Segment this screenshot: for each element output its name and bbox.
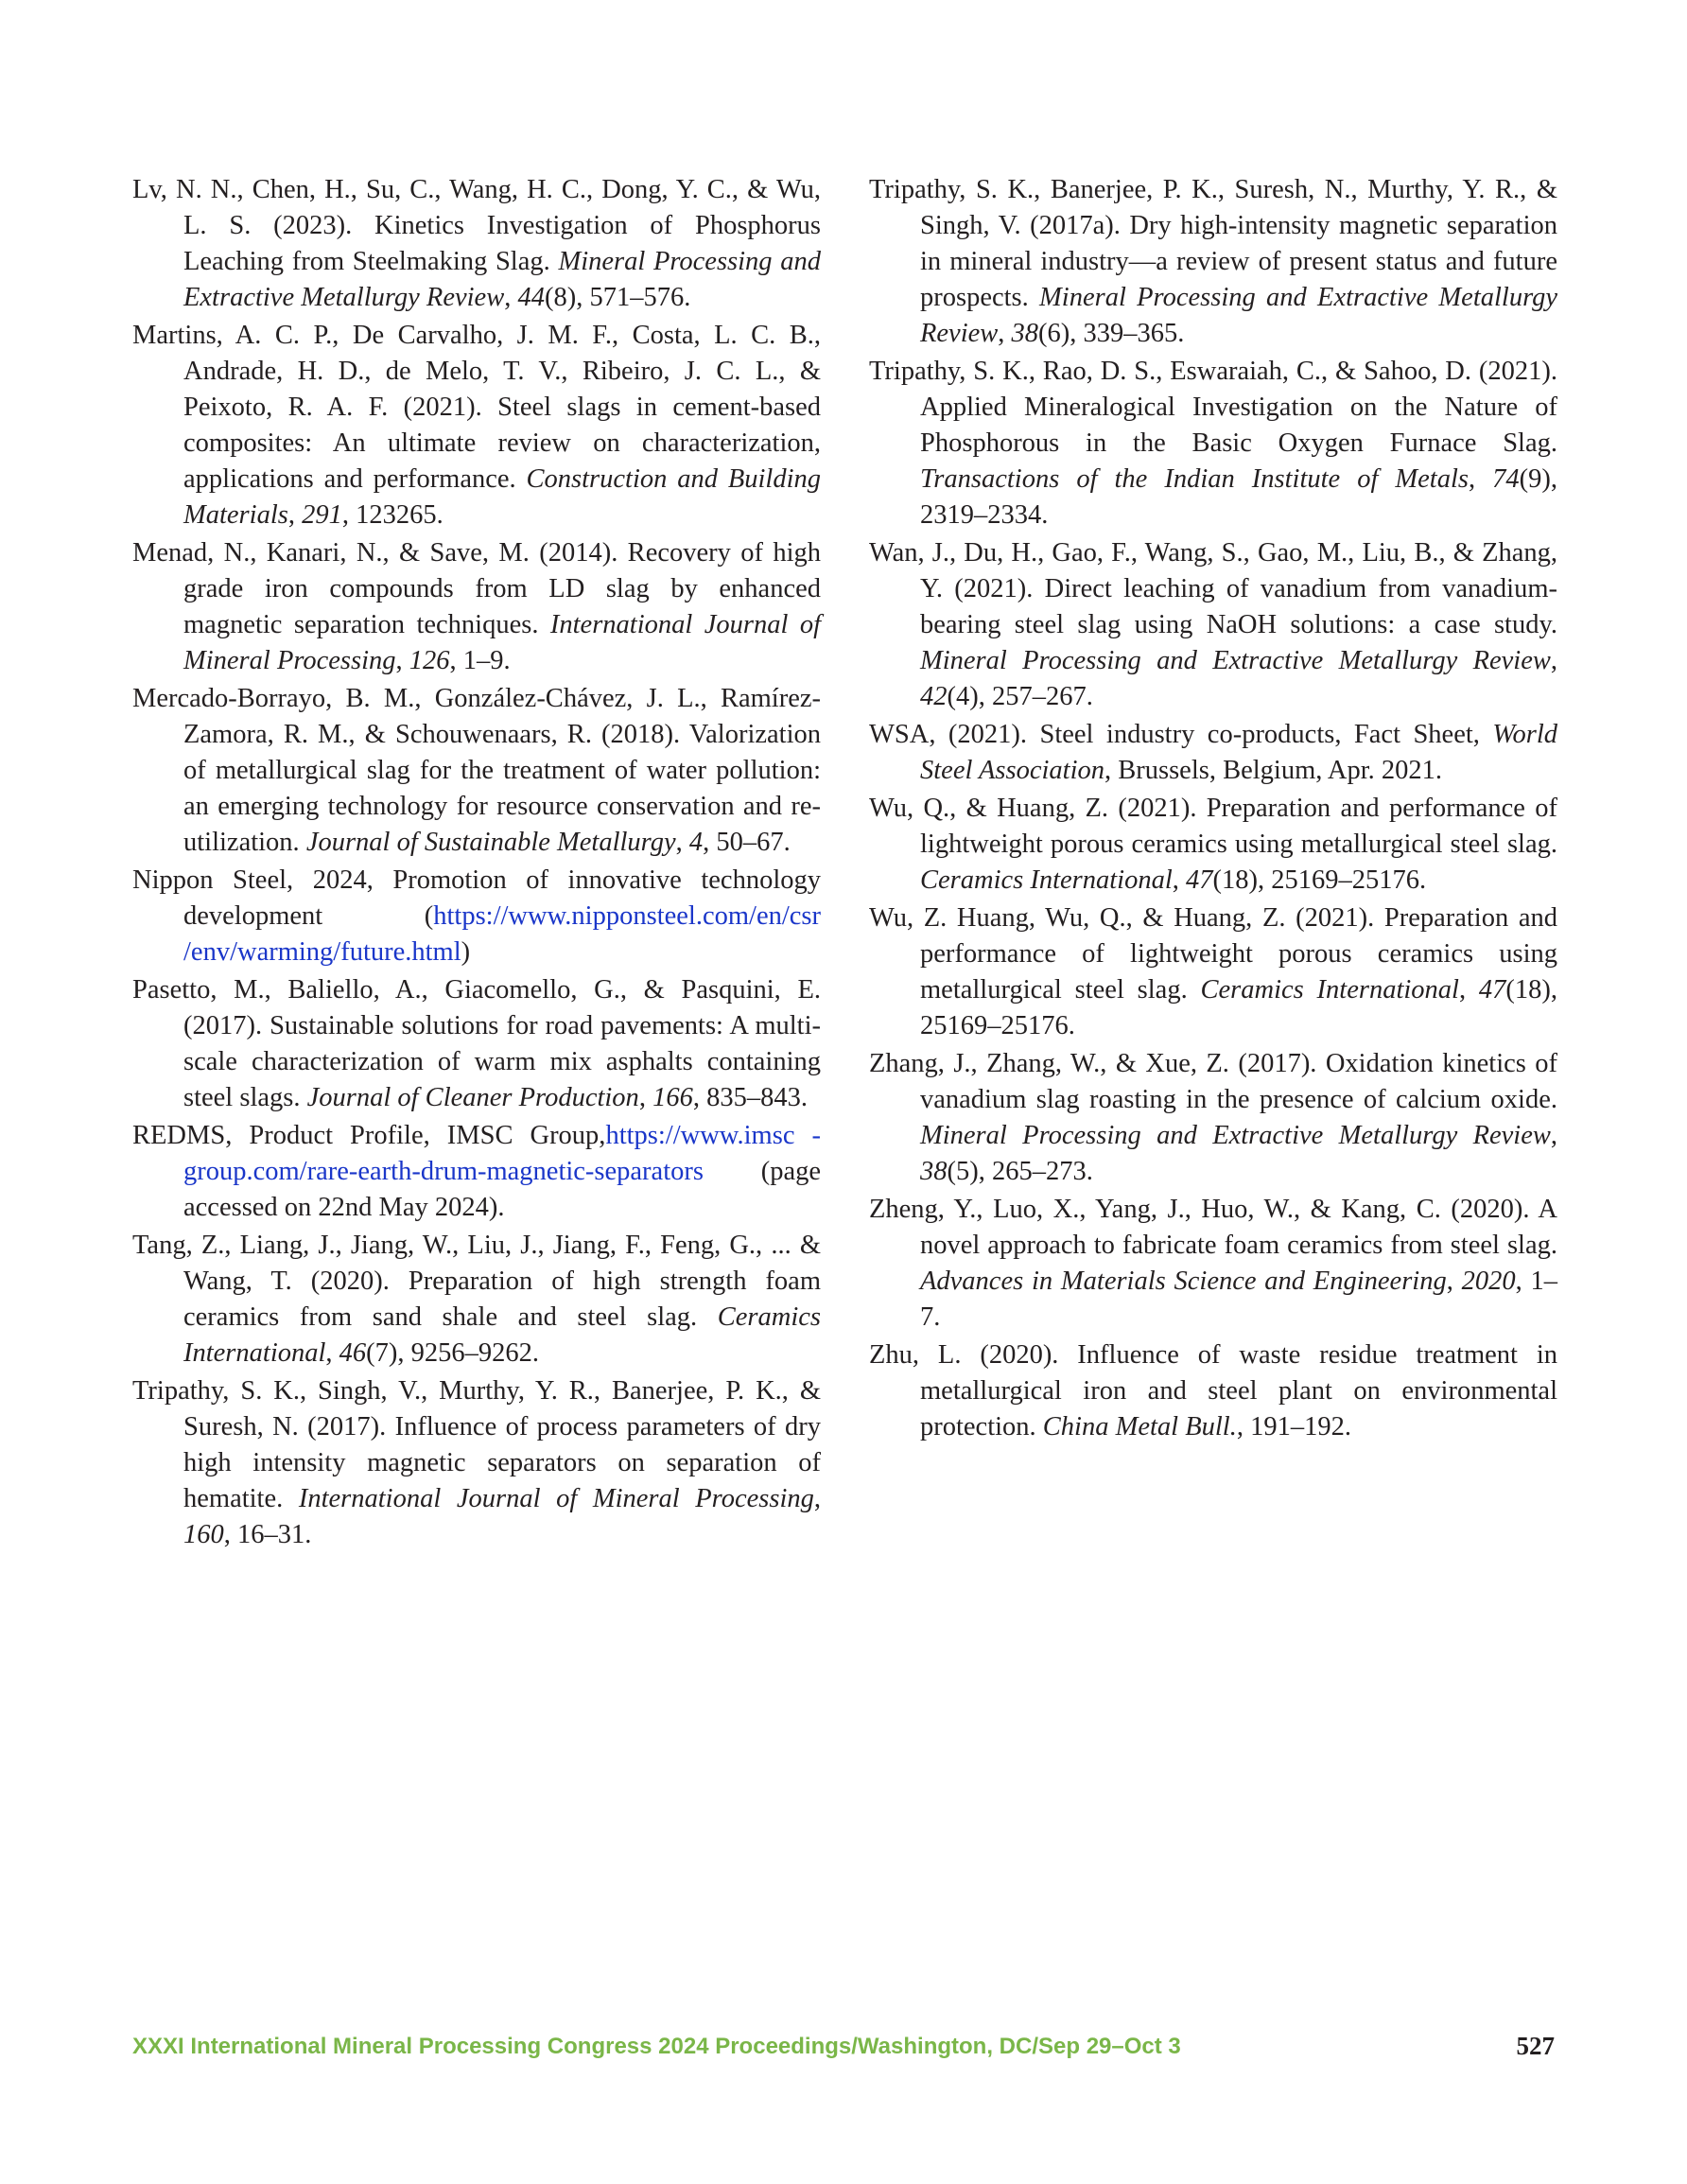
reference-italic: Ceramics International — [920, 865, 1173, 895]
reference-entry — [869, 791, 1557, 899]
reference-italic: 160 — [183, 1520, 224, 1549]
reference-italic: 38 — [1011, 319, 1039, 348]
reference-italic: 47 — [1478, 975, 1506, 1005]
reference-text: , 50–67. — [703, 828, 791, 857]
reference-text: , — [325, 1338, 339, 1368]
reference-italic: 126 — [409, 646, 450, 675]
reference-text: (4), 257–267. — [947, 682, 1093, 711]
reference-entry — [132, 1373, 821, 1553]
reference-entry — [869, 354, 1557, 533]
reference-text: Zhang, J., Zhang, W., & Xue, Z. (2017). Oxidation kinetics of vanadium slag roasting in the presence of calcium oxide. — [869, 1049, 1557, 1114]
reference-italic: Mineral Processing and Extractive Metallurgy Review — [920, 1121, 1551, 1150]
reference-text: , — [638, 1083, 653, 1112]
reference-text: Wu, Q., & Huang, Z. (2021). Preparation and performance of lightweight porous ceramics using metallurgical steel slag. — [869, 794, 1557, 859]
reference-text: (8), 571–576. — [544, 283, 691, 312]
reference-text: , — [395, 646, 409, 675]
reference-text: , — [1172, 865, 1187, 895]
references-column-right — [869, 172, 1557, 1447]
reference-entry — [869, 535, 1557, 715]
reference-italic: 44 — [517, 283, 545, 312]
reference-italic: Journal of Cleaner Production — [306, 1083, 639, 1112]
reference-text: , — [1550, 646, 1557, 675]
reference-italic: International Journal of Mineral Processing — [298, 1484, 814, 1513]
reference-text: (18), 25169–25176. — [920, 975, 1557, 1040]
reference-italic: Mineral Processing and Extractive Metallurgy Review — [183, 247, 821, 312]
reference-italic: Mineral Processing and Extractive Metallurgy Review — [920, 646, 1551, 675]
references-column-left — [132, 172, 821, 1555]
reference-italic: 2020 — [1461, 1267, 1516, 1296]
reference-italic: Ceramics International — [183, 1302, 821, 1368]
reference-italic: China Metal Bull. — [1042, 1412, 1237, 1441]
reference-italic: World Steel Association — [920, 720, 1557, 785]
reference-text: Menad, N., Kanari, N., & Save, M. (2014). Recovery of high grade iron compounds from LD slag by enhanced magnetic separation techniques. — [132, 538, 821, 639]
reference-text: (page accessed on 22nd May 2024). — [183, 1157, 821, 1222]
reference-italic: Construction and Building Materials — [183, 464, 821, 530]
reference-italic: Journal of Sustainable Metallurgy — [305, 828, 676, 857]
reference-entry — [869, 1046, 1557, 1190]
reference-text: REDMS, Product Profile, IMSC Group, — [132, 1121, 606, 1150]
reference-italic: 42 — [920, 682, 948, 711]
reference-text: Lv, N. N., Chen, H., Su, C., Wang, H. C., Dong, Y. C., & Wu, L. S. (2023). Kinetics Investigation of Phosphorus Leaching from Steelmaking Slag. — [132, 175, 821, 276]
reference-text: (5), 265–273. — [947, 1157, 1093, 1186]
reference-text: Martins, A. C. P., De Carvalho, J. M. F., Costa, L. C. B., Andrade, H. D., de Melo, T. V., Ribeiro, J. C. L., & Peixoto, R. A. F. (2021). Steel slags in cement-based composites: An ultimate review on characterization, applications and performance. — [132, 321, 821, 494]
reference-text: Zhu, L. (2020). Influence of waste residue treatment in metallurgical iron and steel plant on environmental protection. — [869, 1340, 1557, 1441]
reference-text: , Brussels, Belgium, Apr. 2021. — [1104, 756, 1443, 785]
reference-text: , — [287, 500, 303, 530]
reference-text: , — [1458, 975, 1479, 1005]
reference-entry — [132, 681, 821, 861]
reference-text: Pasetto, M., Baliello, A., Giacomello, G., & Pasquini, E. (2017). Sustainable solutions for road pavements: A multi-scale characterization of warm mix asphalts containing steel slags. — [132, 975, 821, 1112]
reference-text: , 1–9. — [449, 646, 511, 675]
reference-entry — [132, 172, 821, 316]
reference-text: Nippon Steel, 2024, Promotion of innovative technology development ( — [132, 865, 821, 931]
reference-text: , 16–31. — [223, 1520, 312, 1549]
reference-entry — [869, 900, 1557, 1044]
reference-text: WSA, (2021). Steel industry co-products, Fact Sheet, — [869, 720, 1493, 749]
reference-text: Tripathy, S. K., Singh, V., Murthy, Y. R., Banerjee, P. K., & Suresh, N. (2017). Influence of process parameters of dry high intensity magnetic separators on separation of hematite. — [132, 1376, 821, 1513]
reference-entry — [869, 717, 1557, 789]
reference-italic: 47 — [1186, 865, 1213, 895]
reference-link[interactable]: https://www.nipponsteel.com/en/csr /env/warming/future.html — [183, 901, 821, 967]
reference-text: (6), 339–365. — [1038, 319, 1185, 348]
reference-italic: Advances in Materials Science and Engineering — [920, 1267, 1447, 1296]
page-number: 527 — [1516, 2032, 1555, 2060]
reference-text: (18), 25169–25176. — [1212, 865, 1427, 895]
reference-text: Tripathy, S. K., Banerjee, P. K., Suresh, N., Murthy, Y. R., & Singh, V. (2017a). Dry high-intensity magnetic separation in mineral industry—a review of present status and future prospects. — [869, 175, 1557, 312]
reference-italic: 46 — [339, 1338, 367, 1368]
reference-text: , 835–843. — [692, 1083, 808, 1112]
reference-text: Zheng, Y., Luo, X., Yang, J., Huo, W., & Kang, C. (2020). A novel approach to fabricate foam ceramics from steel slag. — [869, 1195, 1557, 1260]
reference-italic: 4 — [688, 828, 704, 857]
reference-text: ) — [461, 937, 471, 967]
reference-entry — [869, 1337, 1557, 1445]
reference-text: (7), 9256–9262. — [366, 1338, 540, 1368]
reference-italic: Transactions of the Indian Institute of Metals — [920, 464, 1469, 494]
reference-italic: Ceramics International — [1200, 975, 1459, 1005]
reference-text: , — [504, 283, 518, 312]
reference-text: , — [998, 319, 1012, 348]
reference-text: Wu, Z. Huang, Wu, Q., & Huang, Z. (2021). Preparation and performance of lightweight porous ceramics using metallurgical steel slag. — [869, 903, 1557, 1005]
reference-text: , — [675, 828, 689, 857]
reference-text: Tripathy, S. K., Rao, D. S., Eswaraiah, C., & Sahoo, D. (2021). Applied Mineralogical Investigation on the Nature of Phosphorous in the Basic Oxygen Furnace Slag. — [869, 357, 1557, 458]
reference-entry — [132, 1118, 821, 1226]
reference-entry — [869, 172, 1557, 352]
reference-italic: Mineral Processing and Extractive Metallurgy Review — [920, 283, 1558, 348]
reference-italic: 291 — [302, 500, 342, 530]
reference-text: , 191–192. — [1236, 1412, 1351, 1441]
reference-link[interactable]: https://www.imsc -group.com/rare-earth-drum-magnetic-separators — [183, 1121, 821, 1186]
reference-text: , — [1550, 1121, 1557, 1150]
reference-entry — [132, 1228, 821, 1372]
reference-italic: 166 — [652, 1083, 693, 1112]
reference-text: , — [1446, 1267, 1462, 1296]
reference-italic: 74 — [1492, 464, 1520, 494]
reference-entry — [132, 972, 821, 1116]
conference-title: XXXI International Mineral Processing Congress 2024 Proceedings/Washington, DC/Sep 29–Oct 3 — [132, 2034, 1181, 2059]
reference-entry — [132, 863, 821, 970]
reference-text: Tang, Z., Liang, J., Jiang, W., Liu, J., Jiang, F., Feng, G., ... & Wang, T. (2020). Preparation of high strength foam ceramics from sand shale and steel slag. — [132, 1231, 821, 1332]
reference-entry — [132, 318, 821, 533]
reference-text: , 1–7. — [920, 1267, 1558, 1332]
reference-text: (9), 2319–2334. — [920, 464, 1557, 530]
reference-italic: 38 — [920, 1157, 948, 1186]
page-footer — [132, 2034, 1555, 2071]
reference-text: , — [1468, 464, 1493, 494]
reference-italic: International Journal of Mineral Processing — [183, 610, 821, 675]
reference-text: , 123265. — [341, 500, 443, 530]
reference-text: Wan, J., Du, H., Gao, F., Wang, S., Gao, M., Liu, B., & Zhang, Y. (2021). Direct leaching of vanadium from vanadium-bearing steel slag using NaOH solutions: a case study. — [869, 538, 1557, 639]
reference-text: , — [813, 1484, 821, 1513]
reference-text: Mercado-Borrayo, B. M., González-Chávez, J. L., Ramírez-Zamora, R. M., & Schouwenaars, R. (2018). Valorization of metallurgical slag for the treatment of water pollution: an emerging technology for resource conservation and re-utilization. — [132, 684, 821, 857]
reference-entry — [869, 1192, 1557, 1336]
reference-entry — [132, 535, 821, 679]
